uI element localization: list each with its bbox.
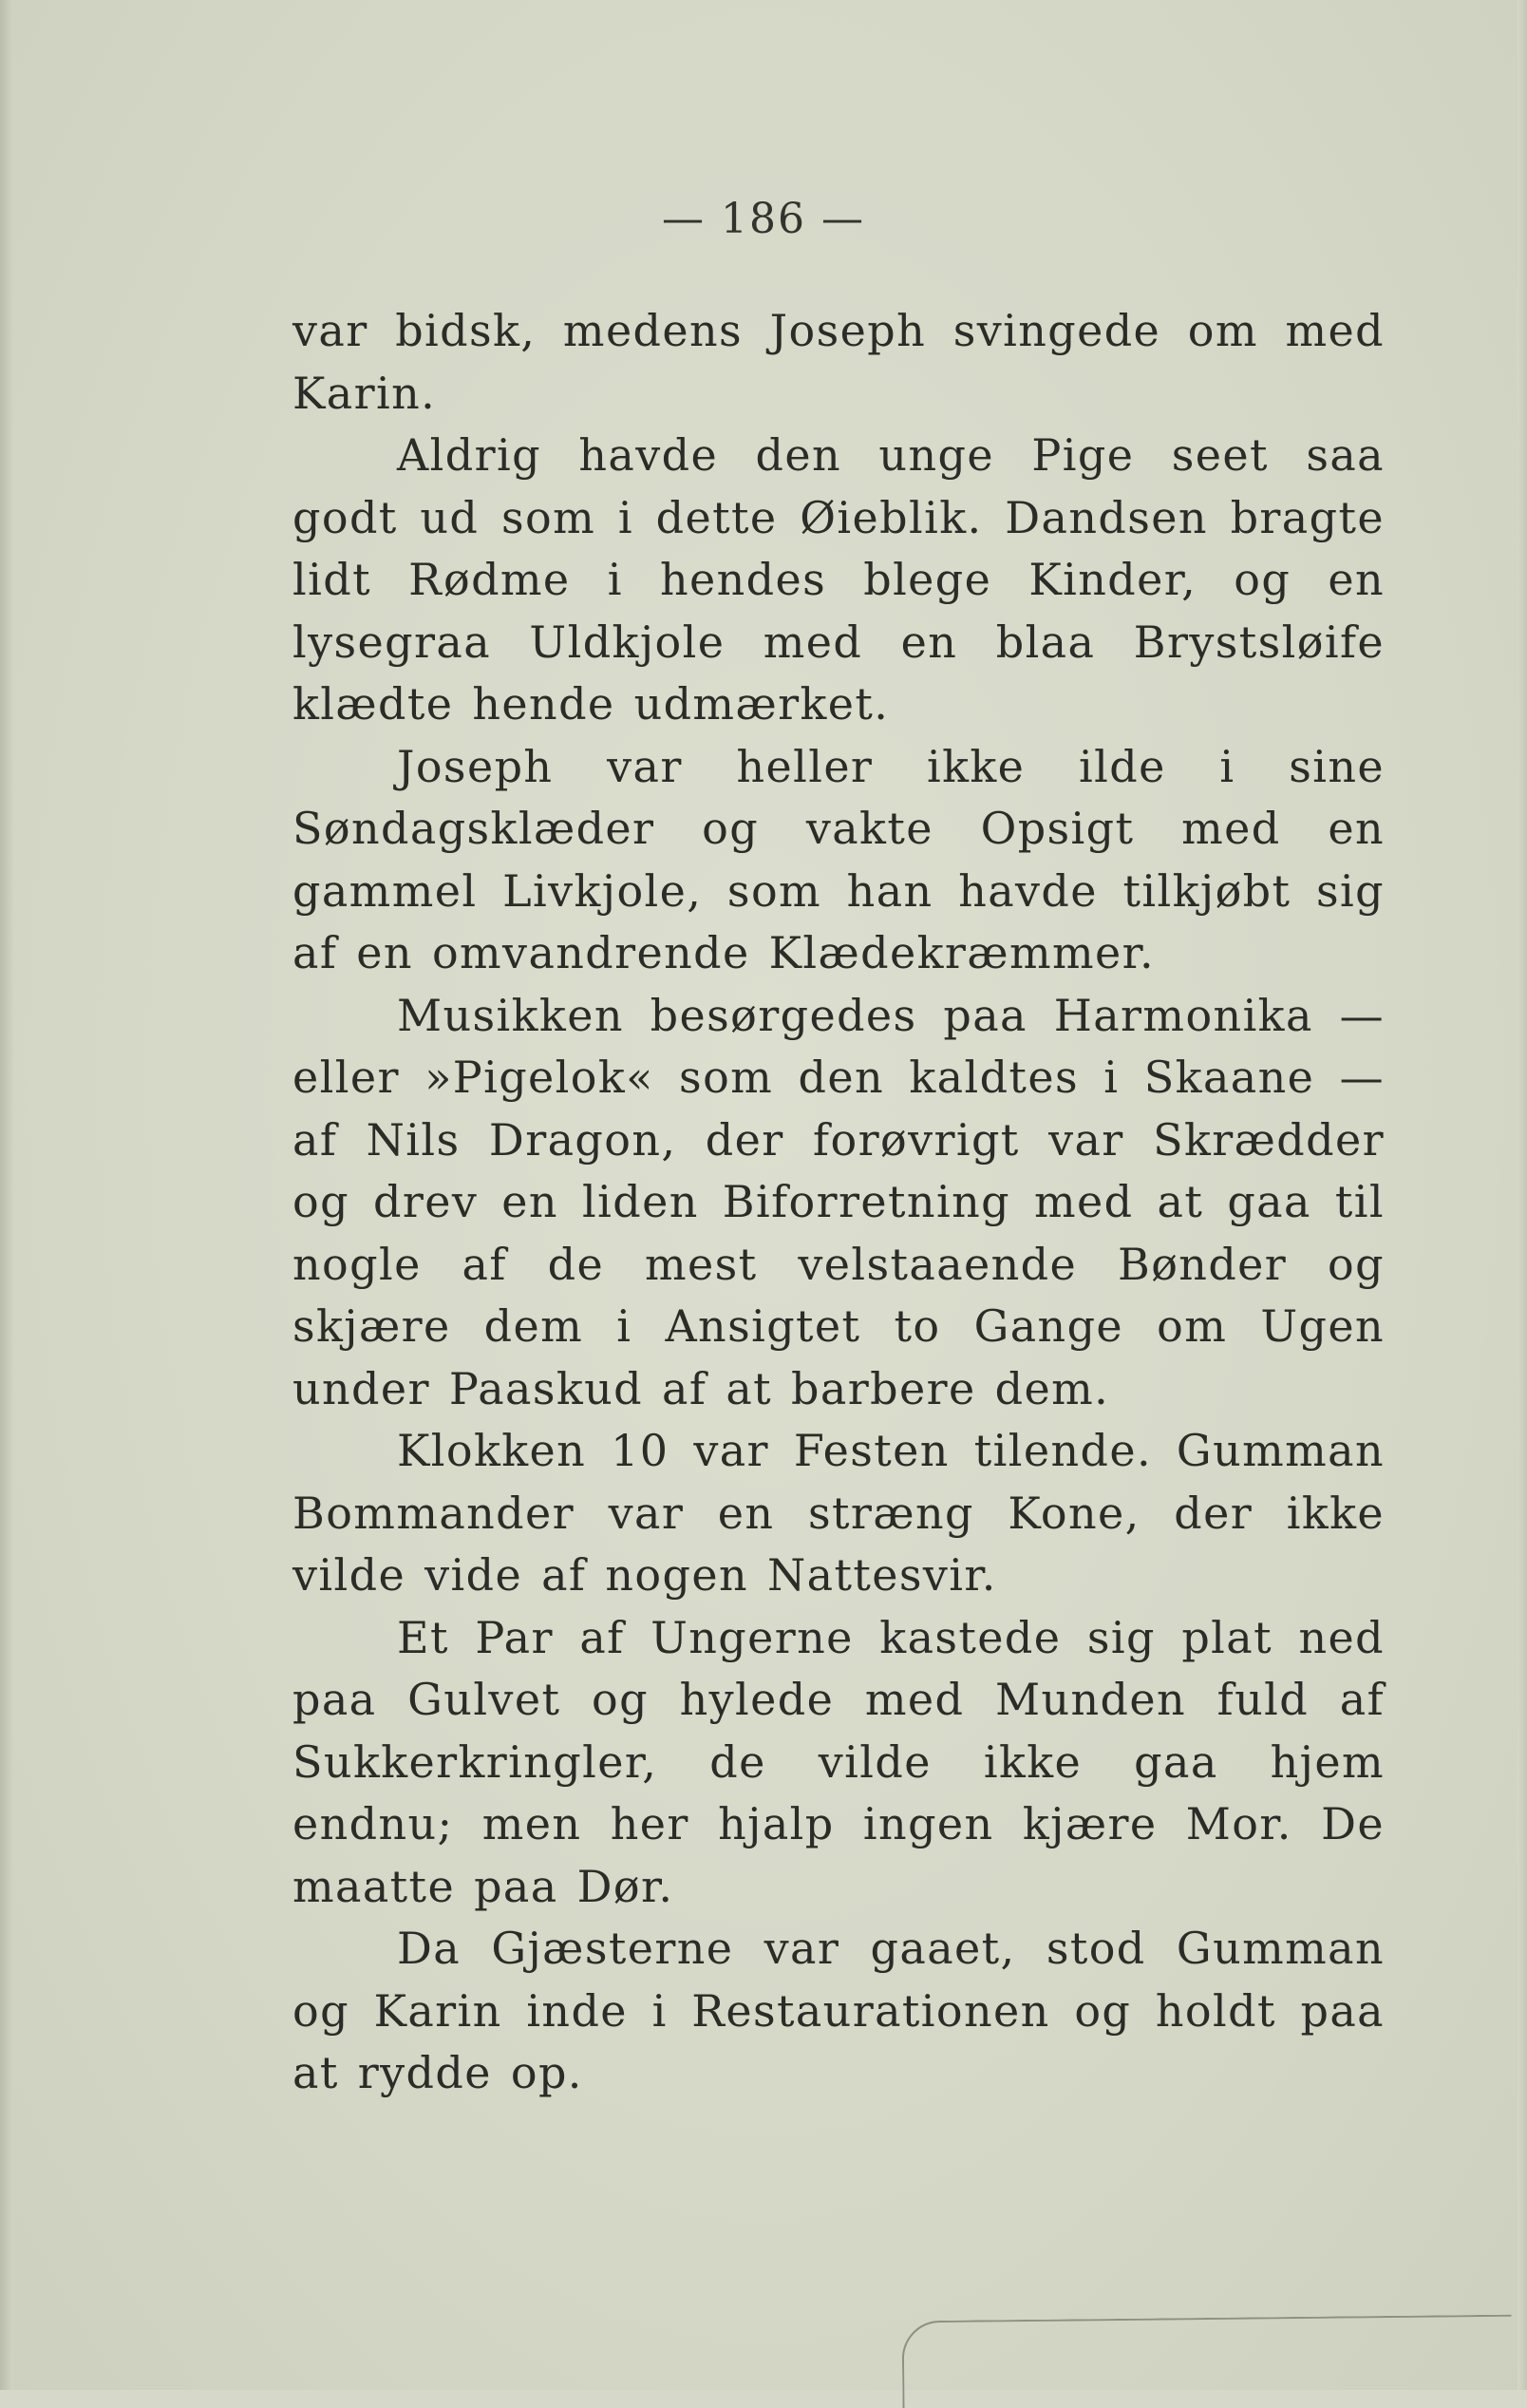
paragraph: Aldrig havde den unge Pige seet saa godt ud som i dette Øieblik. Dandsen bragte lidt Rødme i hendes blege Kinder, og en lysegraa Uldkjole med en blaa Brystsløife klædte hende udmærket. [292,429,1385,730]
paragraph: Da Gjæsterne var gaaet, stod Gumman og Karin inde i Restaurationen og holdt paa at rydde op. [292,1923,1385,2098]
page-left-edge [0,0,13,2390]
paragraph: Musikken besørgedes paa Harmonika — eller »Pigelok« som den kaldtes i Skaane — af Nils Dragon, der forøvrigt var Skrædder og drev en liden Biforretning med at gaa til nogle af de mest velstaaende Bønder og skjære dem i Ansigtet to Gange om Ugen under Paaskud af at barbere dem. [292,989,1385,1414]
body-text [292,300,1385,2105]
page-right-edge [1518,0,1527,2390]
paragraph: Et Par af Ungerne kastede sig plat ned paa Gulvet og hylede med Munden fuld af Sukkerkringler, de vilde ikke gaa hjem endnu; men her hjalp ingen kjære Mor. De maatte paa Dør. [292,1611,1385,1912]
page-corner-mark [902,2315,1513,2408]
paragraph: Joseph var heller ikke ilde i sine Søndagsklæder og vakte Opsigt med en gammel Livkjole, som han havde tilkjøbt sig af en omvandrende Klædekræmmer. [292,740,1385,978]
paragraph: var bidsk, medens Joseph svingede om med Karin. [292,305,1385,419]
page-number: — 186 — [662,195,865,243]
paragraph: Klokken 10 var Festen tilende. Gumman Bommander var en stræng Kone, der ikke vilde vide af nogen Nattesvir. [292,1425,1385,1601]
